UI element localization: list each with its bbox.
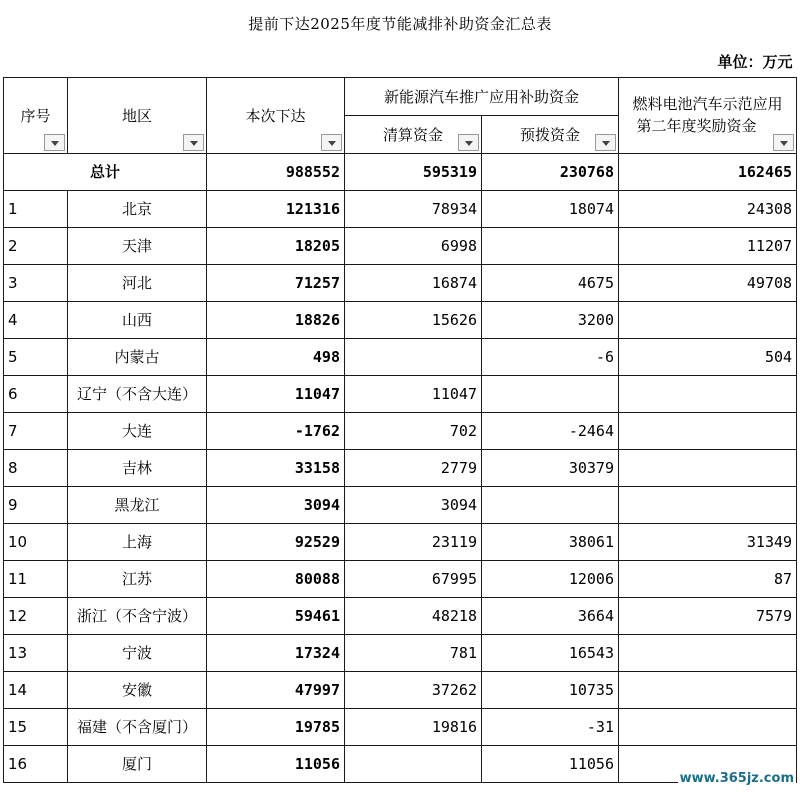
table-row <box>4 449 797 486</box>
filter-dropdown-icon[interactable] <box>183 134 204 151</box>
table-row <box>4 671 797 708</box>
unit-label: 单位：万元 <box>717 53 793 72</box>
cell-issued[interactable]: 19785 <box>207 708 345 745</box>
site-watermark: www.365jz.com <box>679 771 794 786</box>
header-issued <box>207 77 345 153</box>
cell-prepay[interactable]: 16543 <box>482 634 619 671</box>
cell-prepay[interactable]: 3200 <box>482 301 619 338</box>
cell-region[interactable]: 厦门 <box>68 745 207 782</box>
cell-seq[interactable]: 14 <box>4 671 68 708</box>
header-prepay-label: 预拨资金 <box>519 125 580 144</box>
cell-fcv[interactable]: 87 <box>619 560 797 597</box>
cell-region[interactable]: 福建（不含厦门） <box>68 708 207 745</box>
total-label: 总计 <box>4 153 207 190</box>
table-row <box>4 375 797 412</box>
cell-issued[interactable]: 498 <box>207 338 345 375</box>
filter-dropdown-icon[interactable] <box>44 134 65 151</box>
cell-seq[interactable]: 5 <box>4 338 68 375</box>
table-row <box>4 634 797 671</box>
header-fcv-line1: 燃料电池汽车示范应用 <box>632 95 783 113</box>
cell-region[interactable]: 北京 <box>68 190 207 227</box>
cell-prepay[interactable]: 10735 <box>482 671 619 708</box>
cell-seq[interactable]: 4 <box>4 301 68 338</box>
cell-prepay[interactable]: 38061 <box>482 523 619 560</box>
header-seq-label: 序号 <box>20 106 51 125</box>
cell-issued[interactable]: 17324 <box>207 634 345 671</box>
header-settle-label: 清算资金 <box>382 125 443 144</box>
cell-settle[interactable]: 11047 <box>345 375 482 412</box>
cell-fcv[interactable]: 11207 <box>619 227 797 264</box>
table-row <box>4 412 797 449</box>
table-row <box>4 597 797 634</box>
cell-settle[interactable]: 15626 <box>345 301 482 338</box>
cell-region[interactable]: 安徽 <box>68 671 207 708</box>
header-issued-label: 本次下达 <box>245 106 306 125</box>
cell-issued[interactable]: 71257 <box>207 264 345 301</box>
header-region <box>68 77 207 153</box>
total-prepay: 230768 <box>482 153 619 190</box>
filter-dropdown-icon[interactable] <box>321 134 342 151</box>
table-row <box>4 486 797 523</box>
header-region-label: 地区 <box>121 106 152 125</box>
cell-fcv[interactable] <box>619 412 797 449</box>
cell-fcv[interactable] <box>619 486 797 523</box>
table-row <box>4 560 797 597</box>
cell-region[interactable]: 内蒙古 <box>68 338 207 375</box>
cell-prepay[interactable]: 30379 <box>482 449 619 486</box>
cell-settle[interactable]: 6998 <box>345 227 482 264</box>
cell-issued[interactable]: 92529 <box>207 523 345 560</box>
header-settle <box>345 115 482 153</box>
cell-prepay[interactable]: -31 <box>482 708 619 745</box>
cell-seq[interactable]: 9 <box>4 486 68 523</box>
cell-issued[interactable]: 18826 <box>207 301 345 338</box>
cell-settle[interactable] <box>345 745 482 782</box>
cell-seq[interactable]: 6 <box>4 375 68 412</box>
table-row <box>4 338 797 375</box>
cell-region[interactable]: 辽宁（不含大连） <box>68 375 207 412</box>
subsidy-summary-sheet <box>3 0 797 783</box>
cell-issued[interactable]: 80088 <box>207 560 345 597</box>
cell-issued[interactable]: 18205 <box>207 227 345 264</box>
cell-prepay[interactable]: 4675 <box>482 264 619 301</box>
sheet-title: 提前下达2025年度节能减排补助资金汇总表 <box>248 15 552 33</box>
cell-fcv[interactable] <box>619 634 797 671</box>
header-fcv-line2: 第二年度奖励资金 <box>636 117 757 135</box>
cell-settle[interactable]: 781 <box>345 634 482 671</box>
cell-issued[interactable]: 121316 <box>207 190 345 227</box>
cell-settle[interactable] <box>345 338 482 375</box>
cell-issued[interactable]: 33158 <box>207 449 345 486</box>
cell-settle[interactable]: 2779 <box>345 449 482 486</box>
total-fcv: 162465 <box>619 153 797 190</box>
cell-prepay[interactable]: -6 <box>482 338 619 375</box>
cell-settle[interactable]: 702 <box>345 412 482 449</box>
cell-fcv[interactable] <box>619 708 797 745</box>
cell-settle[interactable]: 19816 <box>345 708 482 745</box>
cell-issued[interactable]: 47997 <box>207 671 345 708</box>
cell-prepay[interactable]: 11056 <box>482 745 619 782</box>
cell-prepay[interactable] <box>482 486 619 523</box>
cell-seq[interactable]: 12 <box>4 597 68 634</box>
cell-issued[interactable]: 59461 <box>207 597 345 634</box>
cell-issued[interactable]: 11056 <box>207 745 345 782</box>
cell-issued[interactable]: 11047 <box>207 375 345 412</box>
header-fcv <box>619 77 797 153</box>
cell-settle[interactable]: 78934 <box>345 190 482 227</box>
cell-region[interactable]: 山西 <box>68 301 207 338</box>
cell-seq[interactable]: 16 <box>4 745 68 782</box>
cell-seq[interactable]: 1 <box>4 190 68 227</box>
cell-region[interactable]: 浙江（不含宁波） <box>68 597 207 634</box>
table-row <box>4 227 797 264</box>
cell-seq[interactable]: 3 <box>4 264 68 301</box>
cell-region[interactable]: 河北 <box>68 264 207 301</box>
cell-region[interactable]: 宁波 <box>68 634 207 671</box>
cell-region[interactable]: 天津 <box>68 227 207 264</box>
cell-fcv[interactable]: 504 <box>619 338 797 375</box>
cell-fcv[interactable] <box>619 671 797 708</box>
filter-dropdown-icon[interactable] <box>773 134 794 151</box>
cell-prepay[interactable]: 18074 <box>482 190 619 227</box>
cell-region[interactable]: 上海 <box>68 523 207 560</box>
cell-fcv[interactable]: 7579 <box>619 597 797 634</box>
table-row <box>4 264 797 301</box>
cell-region[interactable]: 江苏 <box>68 560 207 597</box>
table-row <box>4 190 797 227</box>
cell-seq[interactable]: 15 <box>4 708 68 745</box>
cell-region[interactable]: 大连 <box>68 412 207 449</box>
cell-issued[interactable]: -1762 <box>207 412 345 449</box>
data-rows <box>4 190 797 782</box>
cell-prepay[interactable]: 3664 <box>482 597 619 634</box>
filter-dropdown-icon[interactable] <box>595 134 616 151</box>
header-nev-group: 新能源汽车推广应用补助资金 <box>345 77 619 115</box>
cell-settle[interactable]: 16874 <box>345 264 482 301</box>
cell-settle[interactable]: 3094 <box>345 486 482 523</box>
table-row <box>4 523 797 560</box>
header-seq <box>4 77 68 153</box>
total-settle: 595319 <box>345 153 482 190</box>
cell-region[interactable]: 黑龙江 <box>68 486 207 523</box>
cell-fcv[interactable]: 49708 <box>619 264 797 301</box>
cell-fcv[interactable] <box>619 449 797 486</box>
cell-seq[interactable]: 11 <box>4 560 68 597</box>
cell-seq[interactable]: 13 <box>4 634 68 671</box>
cell-prepay[interactable] <box>482 375 619 412</box>
cell-fcv[interactable]: 31349 <box>619 523 797 560</box>
table-row <box>4 301 797 338</box>
cell-fcv[interactable] <box>619 301 797 338</box>
cell-settle[interactable]: 37262 <box>345 671 482 708</box>
total-issued: 988552 <box>207 153 345 190</box>
cell-settle[interactable]: 48218 <box>345 597 482 634</box>
cell-region[interactable]: 吉林 <box>68 449 207 486</box>
cell-settle[interactable]: 67995 <box>345 560 482 597</box>
total-row <box>4 153 797 190</box>
cell-prepay[interactable]: -2464 <box>482 412 619 449</box>
cell-settle[interactable]: 23119 <box>345 523 482 560</box>
cell-seq[interactable]: 8 <box>4 449 68 486</box>
cell-fcv[interactable] <box>619 375 797 412</box>
header-prepay <box>482 115 619 153</box>
cell-seq[interactable]: 10 <box>4 523 68 560</box>
cell-fcv[interactable]: 24308 <box>619 190 797 227</box>
cell-seq[interactable]: 2 <box>4 227 68 264</box>
cell-prepay[interactable] <box>482 227 619 264</box>
cell-issued[interactable]: 3094 <box>207 486 345 523</box>
table-row <box>4 708 797 745</box>
cell-prepay[interactable]: 12006 <box>482 560 619 597</box>
cell-seq[interactable]: 7 <box>4 412 68 449</box>
filter-dropdown-icon[interactable] <box>458 134 479 151</box>
